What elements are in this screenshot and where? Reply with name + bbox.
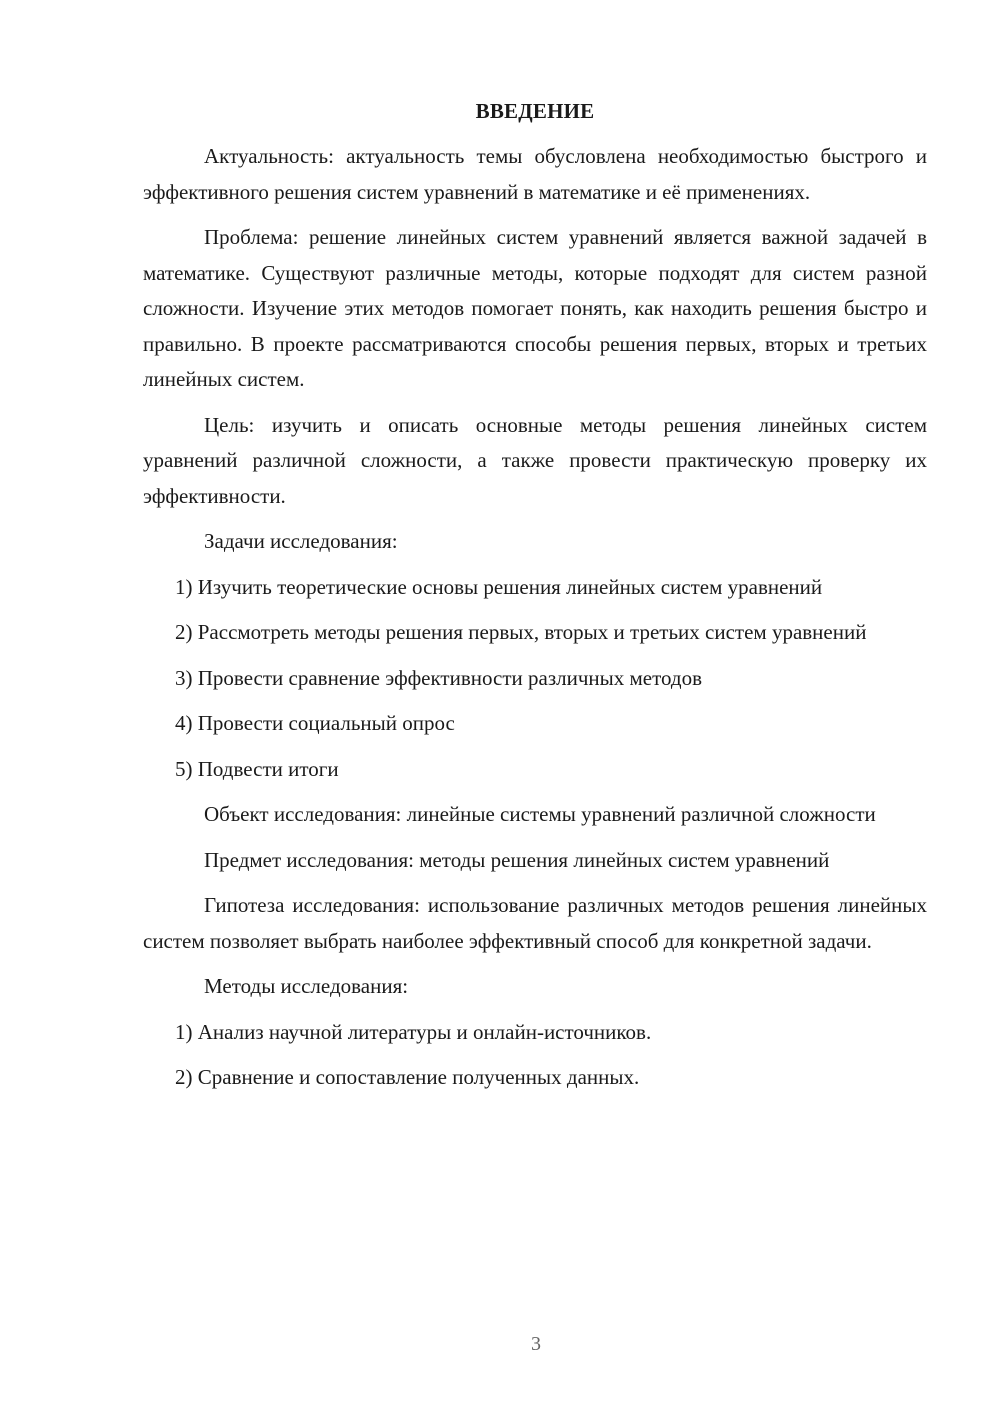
method-item: 2) Сравнение и сопоставление полученных данных. <box>175 1065 640 1089</box>
task-item: 1) Изучить теоретические основы решения линейных систем уравнений <box>175 574 823 599</box>
goal-paragraph: Цель: изучить и описать основные методы решения линейных систем уравнений различной сложности, а также провести практическую проверку их эффективности. <box>143 412 927 508</box>
document-page <box>143 96 927 1106</box>
relevance-paragraph: Актуальность: актуальность темы обусловлена необходимостью быстрого и эффективного решения систем уравнений в математике и её применениях. <box>143 144 927 204</box>
method-item: 1) Анализ научной литературы и онлайн-источников. <box>175 1019 652 1044</box>
task-item: 4) Провести социальный опрос <box>175 711 455 735</box>
tasks-heading: Задачи исследования: <box>204 529 398 553</box>
task-item: 5) Подвести итоги <box>175 756 339 781</box>
task-item: 3) Провести сравнение эффективности различных методов <box>175 665 702 690</box>
problem-paragraph: Проблема: решение линейных систем уравнений является важной задачей в математике. Существуют различные методы, которые подходят для систем разной сложности. Изучение этих методов помогает понять, как находить решения быстро и правильно. В проекте рассматриваются способы решения первых, вторых и третьих линейных систем. <box>143 225 927 391</box>
object-paragraph: Объект исследования: линейные системы уравнений различной сложности <box>204 802 876 826</box>
task-item: 2) Рассмотреть методы решения первых, вторых и третьих систем уравнений <box>175 620 867 644</box>
section-heading: ВВЕДЕНИЕ <box>475 99 595 123</box>
page-number: 3 <box>531 1333 541 1355</box>
methods-heading: Методы исследования: <box>204 974 409 998</box>
hypothesis-paragraph: Гипотеза исследования: использование различных методов решения линейных систем позволяет выбрать наиболее эффективный способ для конкретной задачи. <box>143 893 927 953</box>
subject-paragraph: Предмет исследования: методы решения линейных систем уравнений <box>204 847 830 872</box>
